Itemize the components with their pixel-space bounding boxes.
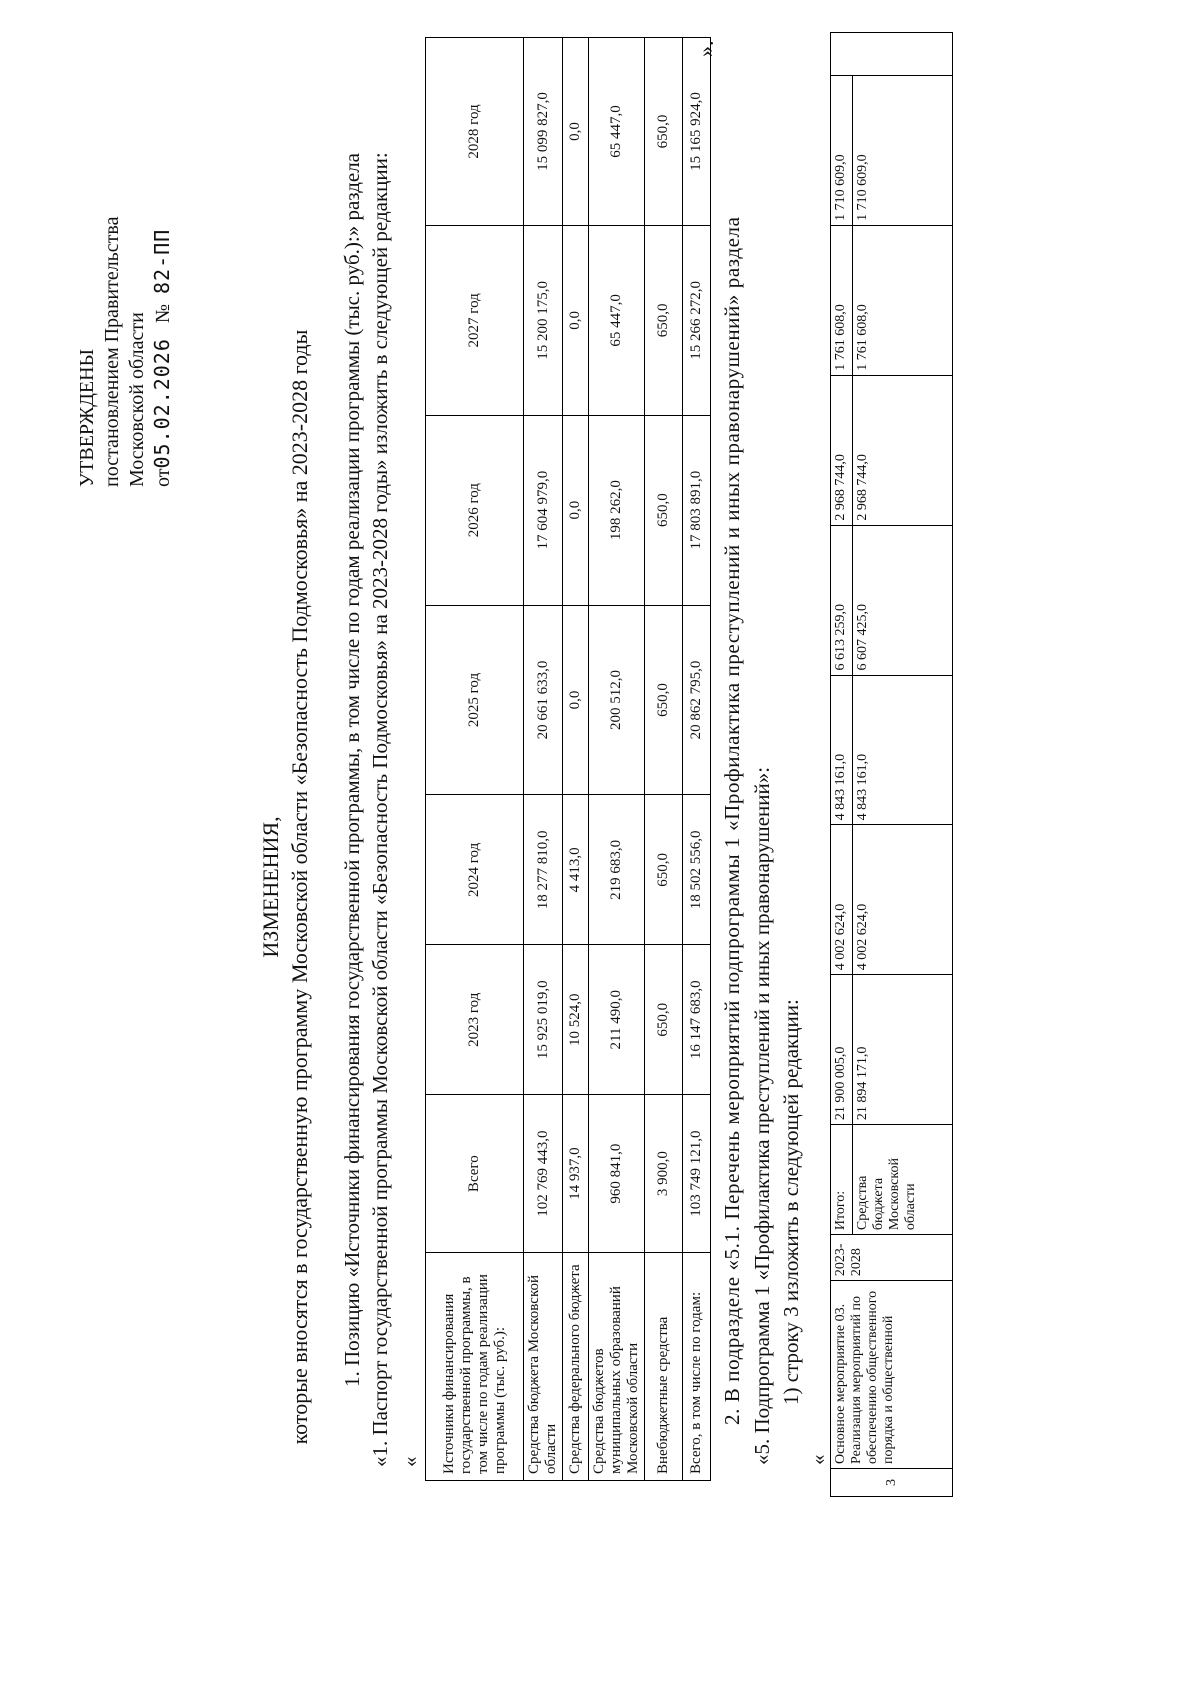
table-cell: 6 607 425,0 (853, 525, 953, 675)
table-cell: 20 661 633,0 (524, 605, 563, 795)
table-cell: 1 761 608,0 (831, 225, 853, 375)
header-cell: Источники финансирования государственной программы, в том числе по годам реализации программы (тыс. руб.): (426, 1253, 524, 1481)
table-cell: 15 266 272,0 (683, 225, 711, 415)
subprogram-measures-table (830, 32, 953, 1497)
table-cell: 0,0 (563, 605, 589, 795)
table-cell: 15 925 019,0 (524, 945, 563, 1095)
handwritten-date: 05.02.2026 (150, 338, 174, 469)
header-cell: 2024 год (426, 795, 524, 945)
table-header-row (426, 38, 524, 1481)
table-cell: 198 262,0 (589, 415, 645, 605)
section1-open-quote: « (398, 1456, 422, 1467)
table-cell: 4 002 624,0 (831, 825, 853, 975)
header-cell: 2028 год (426, 38, 524, 226)
table-cell: 17 604 979,0 (524, 415, 563, 605)
table-row (563, 38, 589, 1481)
period: 2023-2028 (831, 1235, 953, 1281)
section1-intro-2: «1. Паспорт государственной программы Московской области «Безопасность Подмосковья» на 2023-2028 годы» изложить в следующей редакции: (368, 152, 392, 1467)
table-cell: 16 147 683,0 (683, 945, 711, 1095)
section2-item: 1) строку 3 изложить в следующей редакции: (779, 999, 803, 1405)
section2-intro: 2. В подразделе «5.1. Перечень мероприятий подпрограммы 1 «Профилактика преступлений и иных правонарушений» раздела (720, 216, 744, 1425)
table-cell: 15 165 924,0 (683, 38, 711, 226)
table-cell: 15 099 827,0 (524, 38, 563, 226)
table-cell: 65 447,0 (589, 38, 645, 226)
number-prefix: № (152, 304, 174, 324)
section2-open-quote: « (806, 1454, 830, 1465)
table-row (831, 33, 853, 1497)
table-cell: 18 502 556,0 (683, 795, 711, 945)
table-cell: 960 841,0 (589, 1095, 645, 1253)
table-cell: 15 200 175,0 (524, 225, 563, 415)
approval-date-number (150, 217, 176, 487)
table-cell: 103 749 121,0 (683, 1095, 711, 1253)
section1-close-quote: ». (693, 40, 718, 57)
header-cell: 2023 год (426, 945, 524, 1095)
table-cell: 1 710 609,0 (831, 76, 853, 226)
table-cell: 21 894 171,0 (853, 975, 953, 1125)
header-cell: 2025 год (426, 605, 524, 795)
header-cell: 2026 год (426, 415, 524, 605)
table-cell: 4 843 161,0 (831, 675, 853, 825)
table-cell: 650,0 (645, 605, 683, 795)
approval-line-3: Московской области (126, 312, 148, 487)
date-prefix: от (152, 468, 174, 487)
header-cell: Всего (426, 1095, 524, 1253)
table-row (524, 38, 563, 1481)
table-cell: 4 413,0 (563, 795, 589, 945)
table-cell: Всего, в том числе по годам: (683, 1253, 711, 1481)
handwritten-number: 82-ПП (150, 228, 174, 294)
source-label: Средства бюджета Московской области (853, 1125, 953, 1235)
table-cell: 4 002 624,0 (853, 825, 953, 975)
table-cell: 14 937,0 (563, 1095, 589, 1253)
table-cell: 20 862 795,0 (683, 605, 711, 795)
table-cell: 102 769 443,0 (524, 1095, 563, 1253)
table-total-row (683, 38, 711, 1481)
table-cell: 0,0 (563, 38, 589, 226)
table-cell: 6 613 259,0 (831, 525, 853, 675)
table-cell: Средства федерального бюджета (563, 1253, 589, 1481)
approval-line-2: постановлением Правительства (101, 216, 123, 487)
document-title: ИЗМЕНЕНИЯ, (258, 816, 283, 958)
table-cell: 3 900,0 (645, 1095, 683, 1253)
table-cell: 17 803 891,0 (683, 415, 711, 605)
table-cell: 1 710 609,0 (853, 76, 953, 226)
table-cell: 10 524,0 (563, 945, 589, 1095)
document-subtitle: которые вносятся в государственную программу Московской области «Безопасность Подмосковья» на 2023-2028 годы (287, 329, 312, 1445)
measure-name: Основное мероприятие 03. Реализация мероприятий по обеспечению общественного порядка и общественной (831, 1281, 953, 1469)
empty-cell (831, 33, 953, 76)
table-cell: 4 843 161,0 (853, 675, 953, 825)
total-label: Итого: (831, 1125, 853, 1235)
table-cell: 0,0 (563, 225, 589, 415)
table-cell: Средства бюджетов муниципальных образований Московской области (589, 1253, 645, 1481)
table-cell: 0,0 (563, 415, 589, 605)
row-number: 3 (831, 1469, 953, 1497)
table-cell: 211 490,0 (589, 945, 645, 1095)
table-row (645, 38, 683, 1481)
section1-intro: 1. Позицию «Источники финансирования государственной программы, в том числе по годам реализации программы (тыс. руб.):» раздела (340, 153, 364, 1387)
table-cell: 2 968 744,0 (853, 375, 953, 525)
header-cell: 2027 год (426, 225, 524, 415)
table-cell: 650,0 (645, 38, 683, 226)
table-cell: 650,0 (645, 225, 683, 415)
table-cell: 21 900 005,0 (831, 975, 853, 1125)
table-cell: 219 683,0 (589, 795, 645, 945)
table-cell: 18 277 810,0 (524, 795, 563, 945)
table-cell: 1 761 608,0 (853, 225, 953, 375)
table-cell: 650,0 (645, 945, 683, 1095)
table-cell: Средства бюджета Московской области (524, 1253, 563, 1481)
table-cell: 650,0 (645, 415, 683, 605)
table-cell: 65 447,0 (589, 225, 645, 415)
section2-intro-2: «5. Подпрограмма 1 «Профилактика преступлений и иных правонарушений»: (750, 766, 774, 1465)
table-cell: 650,0 (645, 795, 683, 945)
funding-sources-table (425, 37, 711, 1481)
approval-title: УТВЕРЖДЕНЫ (76, 348, 98, 487)
table-cell: 2 968 744,0 (831, 375, 853, 525)
table-row (589, 38, 645, 1481)
table-cell: 200 512,0 (589, 605, 645, 795)
table-cell: Внебюджетные средства (645, 1253, 683, 1481)
approval-block (75, 217, 176, 487)
